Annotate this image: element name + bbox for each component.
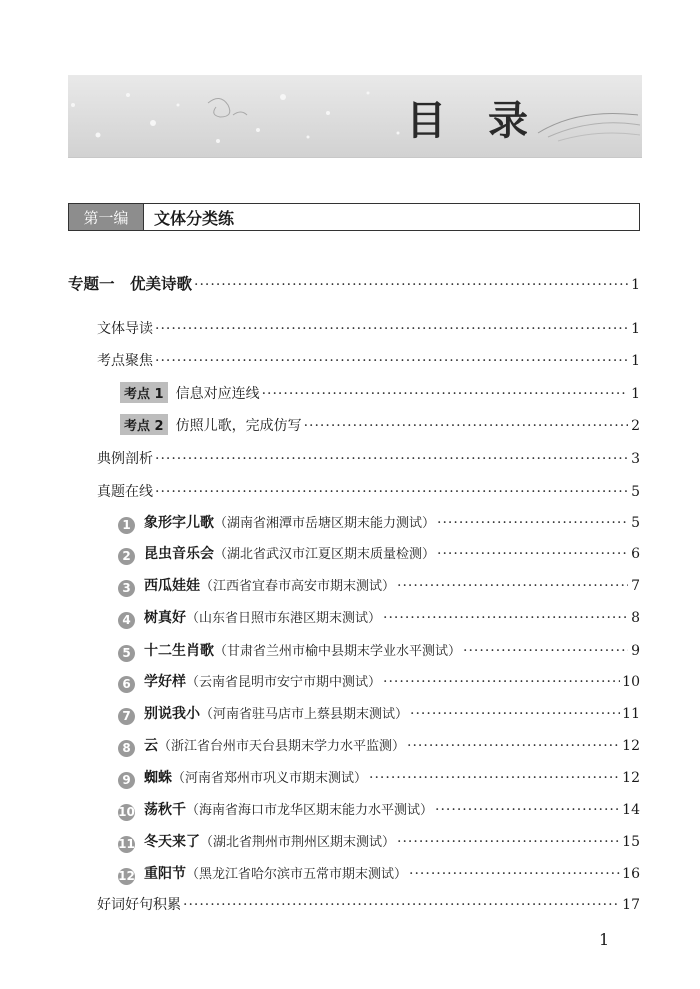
section-title: 文体分类练 [143, 204, 234, 230]
toc-item-label: 典例剖析 [97, 451, 153, 467]
leader-dots [410, 706, 620, 722]
page-number: 7 [631, 578, 640, 594]
poem-title: 学好样 [144, 674, 186, 690]
poem-title: 蜘蛛 [144, 770, 172, 786]
poem-title: 十二生肖歌 [144, 643, 214, 659]
page-number: 3 [631, 451, 640, 467]
page-title: 目 录 [406, 98, 542, 144]
toc-kaodian[interactable] [120, 414, 640, 435]
kaodian-badge: 考点 1 [120, 382, 168, 403]
leader-dots [409, 866, 620, 882]
title-banner [68, 75, 642, 158]
leader-dots [383, 610, 628, 626]
page-number: 1 [631, 353, 640, 369]
number-badge: 1 [118, 517, 135, 534]
page-number: 1 [631, 386, 640, 402]
toc-poem[interactable] [118, 831, 640, 851]
leader-dots [155, 484, 628, 500]
number-badge: 3 [118, 580, 135, 597]
toc-item-label: 文体导读 [97, 321, 153, 337]
number-badge: 2 [118, 548, 135, 565]
toc-item-label: 好词好句积累 [97, 897, 181, 913]
page-number: 5 [631, 484, 640, 500]
toc-poem[interactable] [118, 671, 640, 691]
leader-dots [304, 418, 628, 434]
leader-dots [407, 738, 620, 754]
poem-source: （山东省日照市东港区期末测试） [186, 611, 382, 626]
number-badge: 8 [118, 740, 135, 757]
page-number: 12 [622, 770, 640, 786]
poem-title: 象形字儿歌 [144, 515, 214, 531]
leader-dots [437, 546, 628, 562]
poem-source: （海南省海口市龙华区期末能力水平测试） [186, 803, 434, 818]
poem-title: 别说我小 [144, 706, 200, 722]
toc-poem[interactable] [118, 543, 640, 563]
kaodian-text: 仿照儿歌，完成仿写 [175, 418, 302, 434]
leader-dots [262, 386, 628, 402]
toc-item[interactable] [97, 350, 640, 370]
leader-dots [397, 578, 628, 594]
leader-dots [183, 897, 620, 913]
page-number: 1 [631, 321, 640, 337]
toc-poem[interactable] [118, 863, 640, 883]
number-badge: 12 [118, 869, 135, 883]
page-number: 5 [631, 515, 640, 531]
leader-dots [383, 674, 620, 690]
leader-dots [437, 515, 628, 531]
number-badge: 4 [118, 612, 135, 629]
toc-topic[interactable] [68, 272, 640, 294]
leader-dots [463, 643, 628, 659]
toc-item-label: 真题在线 [97, 484, 153, 500]
swirl-decoration [68, 75, 642, 157]
toc-poem[interactable] [118, 767, 640, 787]
kaodian-text: 信息对应连线 [175, 386, 260, 402]
number-badge: 5 [118, 645, 135, 662]
leader-dots [435, 802, 620, 818]
topic-title: 专题一 优美诗歌 [68, 275, 193, 293]
page-number: 12 [622, 738, 640, 754]
poem-title: 重阳节 [144, 866, 186, 882]
page-number: 8 [631, 610, 640, 626]
poem-source: （湖南省湘潭市岳塘区期末能力测试） [214, 516, 436, 531]
poem-source: （浙江省台州市天台县期末学力水平监测） [158, 739, 406, 754]
toc-item[interactable] [97, 448, 640, 468]
toc-poem[interactable] [118, 575, 640, 595]
number-badge: 10 [118, 805, 135, 819]
toc-poem[interactable] [118, 735, 640, 755]
page-number: 10 [622, 674, 640, 690]
leader-dots [155, 353, 628, 369]
toc-poem[interactable] [118, 640, 640, 660]
toc-item-label: 考点聚焦 [97, 353, 153, 369]
number-badge: 6 [118, 676, 135, 693]
toc-item[interactable] [97, 894, 640, 914]
toc-item[interactable] [97, 481, 640, 501]
leader-dots [369, 770, 620, 786]
poem-title: 昆虫音乐会 [144, 546, 214, 562]
page-number: 17 [622, 897, 640, 913]
poem-title: 云 [144, 738, 158, 754]
poem-title: 冬天来了 [144, 834, 200, 850]
poem-source: （江西省宜春市高安市期末测试） [200, 579, 396, 594]
toc-item[interactable] [97, 318, 640, 338]
toc-poem[interactable] [118, 703, 640, 723]
leader-dots [194, 277, 628, 293]
section-header [68, 203, 640, 231]
page-number: 16 [622, 866, 640, 882]
toc-poem[interactable] [118, 799, 640, 819]
number-badge: 9 [118, 772, 135, 789]
poem-title: 荡秋千 [144, 802, 186, 818]
poem-source: （湖北省荆州市荆州区期末测试） [200, 835, 396, 850]
toc-poem[interactable] [118, 607, 640, 627]
page-number: 9 [631, 643, 640, 659]
poem-title: 西瓜娃娃 [144, 578, 200, 594]
section-label: 第一编 [69, 204, 143, 230]
poem-source: （河南省郑州市巩义市期末测试） [172, 771, 368, 786]
poem-title: 树真好 [144, 610, 186, 626]
footer-page-number: 1 [599, 930, 610, 949]
leader-dots [397, 834, 620, 850]
leader-dots [155, 451, 628, 467]
page-number: 15 [622, 834, 640, 850]
kaodian-badge: 考点 2 [120, 414, 168, 435]
number-badge: 11 [118, 837, 135, 851]
page-number: 6 [631, 546, 640, 562]
page-number: 2 [631, 418, 640, 434]
page-number: 11 [622, 706, 640, 722]
toc-poem[interactable] [118, 512, 640, 532]
poem-source: （湖北省武汉市江夏区期末质量检测） [214, 547, 436, 562]
poem-source: （甘肃省兰州市榆中县期末学业水平测试） [214, 644, 462, 659]
page-number: 1 [631, 277, 640, 293]
toc-kaodian[interactable] [120, 382, 640, 403]
poem-source: （云南省昆明市安宁市期中测试） [186, 675, 382, 690]
leader-dots [155, 321, 628, 337]
number-badge: 7 [118, 708, 135, 725]
page-number: 14 [622, 802, 640, 818]
poem-source: （黑龙江省哈尔滨市五常市期末测试） [186, 867, 408, 882]
poem-source: （河南省驻马店市上蔡县期末测试） [200, 707, 409, 722]
